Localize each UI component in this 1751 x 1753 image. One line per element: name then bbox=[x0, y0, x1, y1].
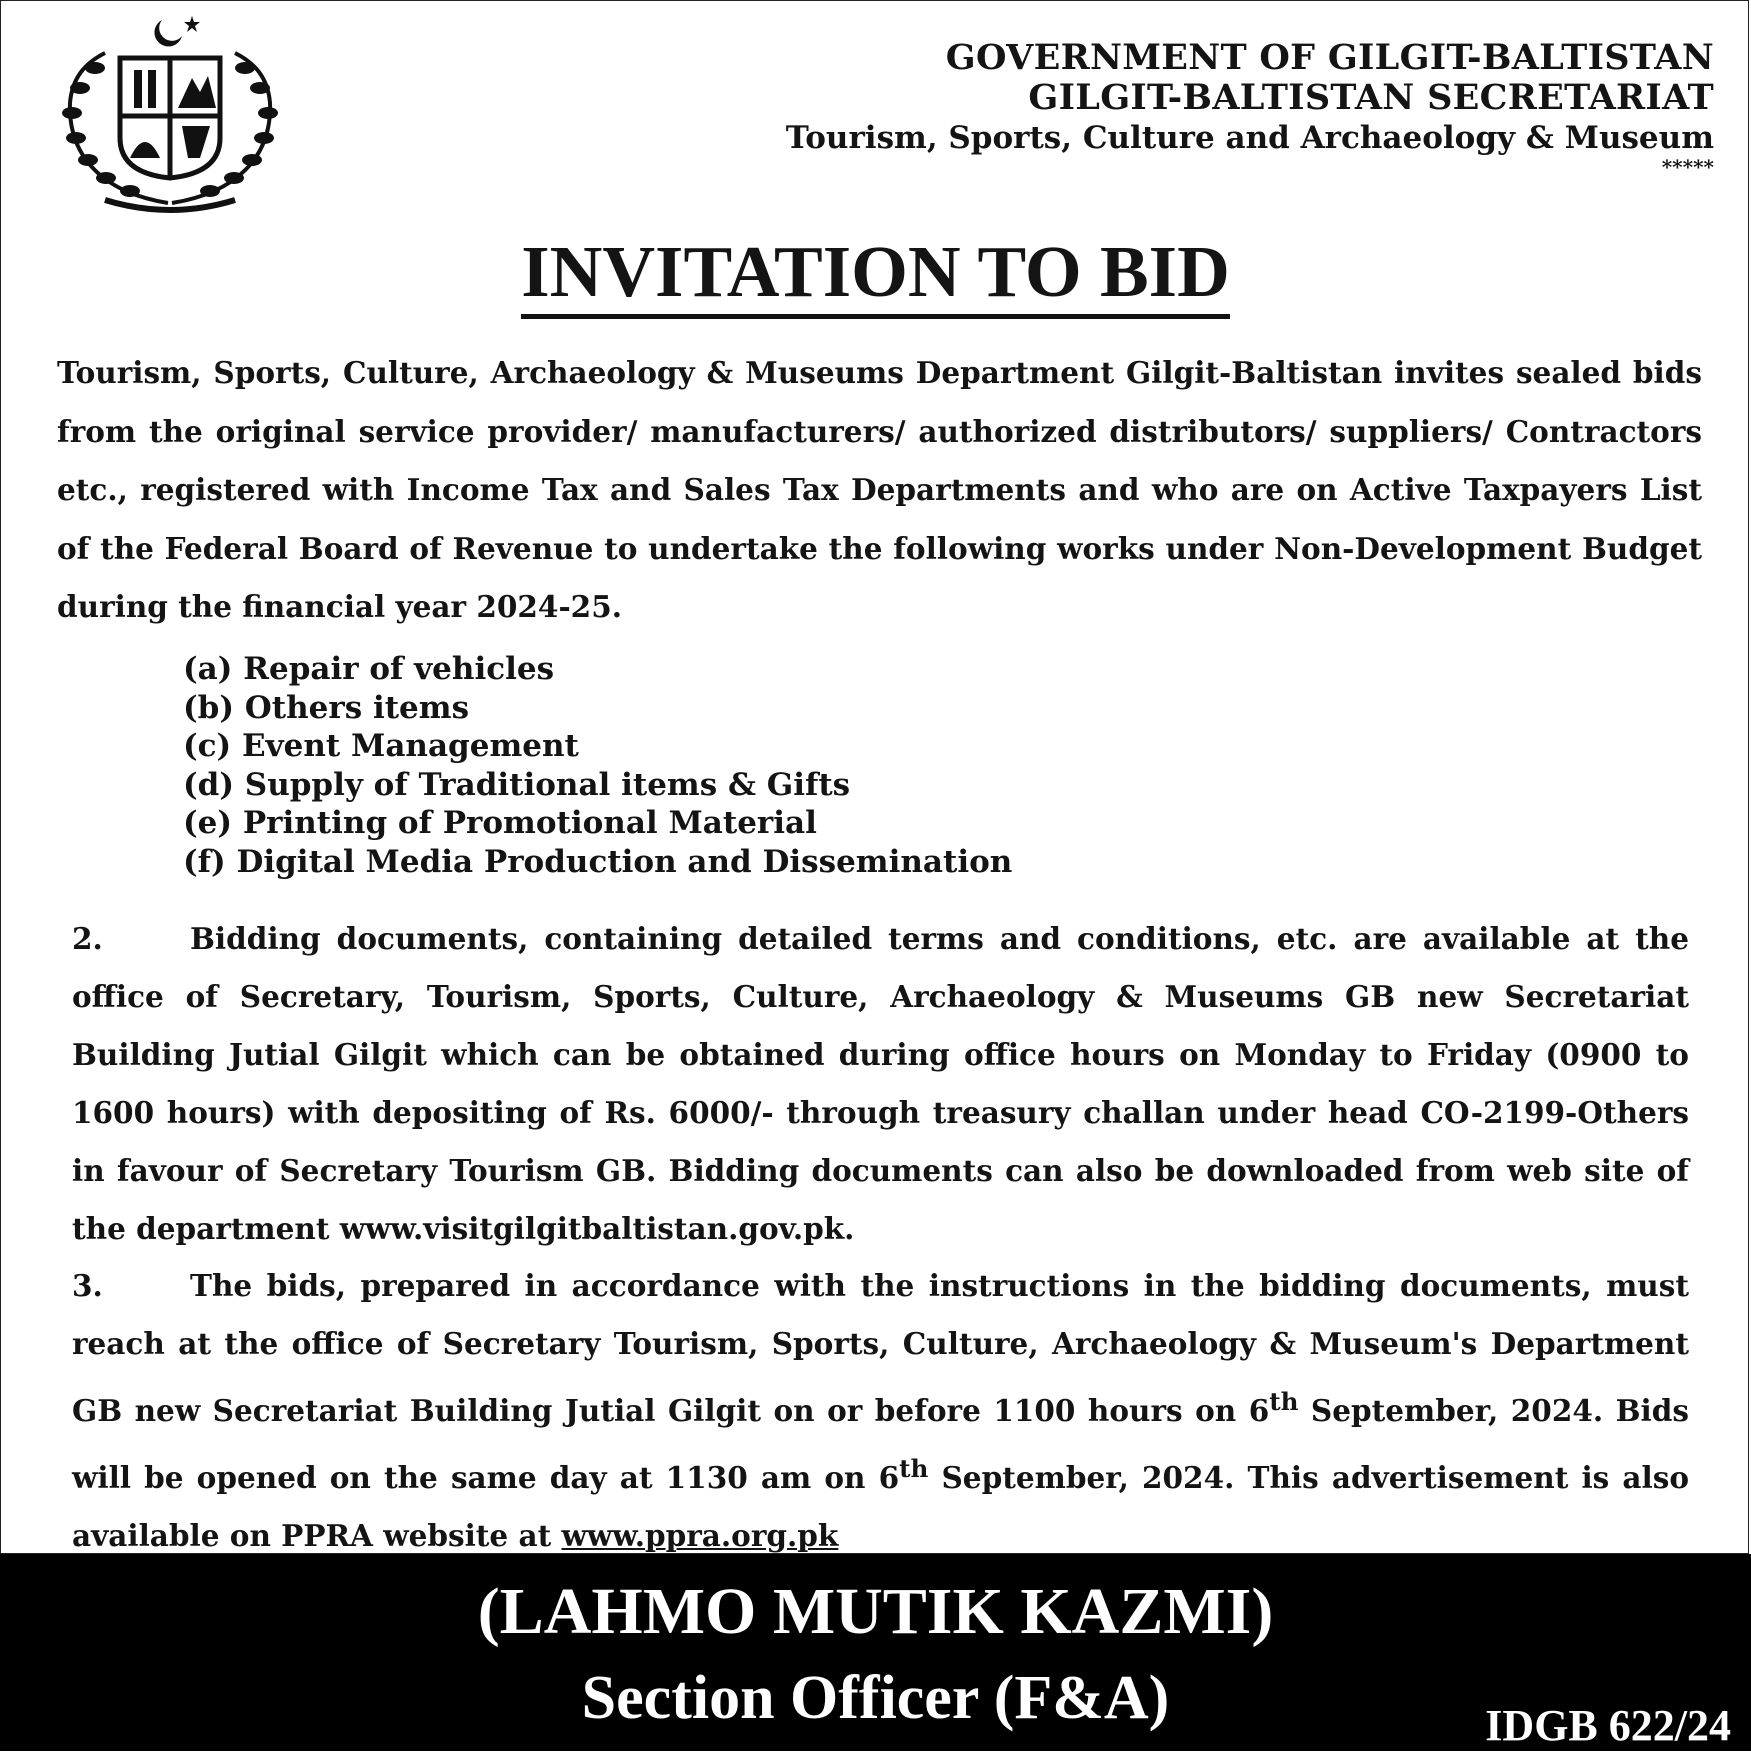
header-stars: ***** bbox=[1661, 155, 1714, 179]
title-text: INVITATION TO BID bbox=[521, 232, 1230, 319]
department-name: Tourism, Sports, Culture and Archaeology & Museum bbox=[785, 120, 1714, 156]
ordinal-suffix: th bbox=[899, 1453, 929, 1483]
ordinal-suffix: th bbox=[1269, 1387, 1299, 1416]
officer-designation: Section Officer (F&A) bbox=[581, 1664, 1170, 1732]
officer-name: (LAHMO MUTIK KAZMI) bbox=[477, 1575, 1274, 1648]
paragraph-2-text: Bidding documents, containing detailed terms and conditions, etc. are available at the office of Secretary, Tourism, Sports, Culture, Archaeology & Museums GB new Secretariat Building Jutial Gilgit which can be obtained during office hours on Monday to Friday (0900 to 1600 hours) with depositing of Rs. 6000/- through treasury challan under head CO-2199-Others in favour of Secretary Tourism GB. Bidding documents can also be downloaded from web site of the department www.visitgilgitbaltistan.gov.pk. bbox=[72, 921, 1689, 1246]
works-list bbox=[183, 650, 1012, 881]
page-title bbox=[0, 232, 1751, 319]
paragraph-number: 3. bbox=[72, 1268, 103, 1303]
paragraph-3-text-2: September, 2024. Bids will be opened on the same day at 1130 am on 6 bbox=[72, 1392, 1689, 1495]
paragraph-2 bbox=[72, 910, 1689, 1258]
signature-footer bbox=[0, 1554, 1751, 1751]
list-item: (a) Repair of vehicles bbox=[183, 651, 555, 687]
list-item: (c) Event Management bbox=[183, 728, 579, 764]
state-emblem-logo bbox=[50, 8, 290, 223]
government-name: GOVERNMENT OF GILGIT-BALTISTAN bbox=[945, 37, 1714, 78]
paragraph-3 bbox=[72, 1257, 1689, 1565]
secretariat-name: GILGIT-BALTISTAN SECRETARIAT bbox=[1028, 77, 1714, 118]
government-header bbox=[785, 37, 1714, 179]
ppra-website-link[interactable]: www.ppra.org.pk bbox=[561, 1517, 839, 1553]
paragraph-number: 2. bbox=[72, 921, 103, 956]
intro-paragraph: Tourism, Sports, Culture, Archaeology & Museums Department Gilgit-Baltistan invites sealed bids from the original service provider/ manufacturers/ authorized distributors/ suppliers/ Contractors etc., registered with Income Tax and Sales Tax Departments and who are on Active Taxpayers List of the Federal Board of Revenue to undertake the following works under Non-Development Budget during the financial year 2024-25. bbox=[57, 355, 1702, 624]
paragraph-3-text-1: The bids, prepared in accordance with the instructions in the bidding documents, must reach at the office of Secretary Tourism, Sports, Culture, Archaeology & Museum's Department GB new Secretariat Building Jutial Gilgit on or before 1100 hours on 6 bbox=[72, 1268, 1689, 1428]
list-item: (e) Printing of Promotional Material bbox=[183, 805, 817, 841]
paragraph-3-text-3: September, 2024. This advertisement is also available on PPRA website at bbox=[72, 1459, 1689, 1553]
list-item: (d) Supply of Traditional items & Gifts bbox=[183, 766, 851, 803]
list-item: (f) Digital Media Production and Dissemination bbox=[183, 843, 1013, 880]
advertisement-reference: IDGB 622/24 bbox=[1485, 1701, 1731, 1750]
list-item: (b) Others items bbox=[183, 689, 470, 726]
